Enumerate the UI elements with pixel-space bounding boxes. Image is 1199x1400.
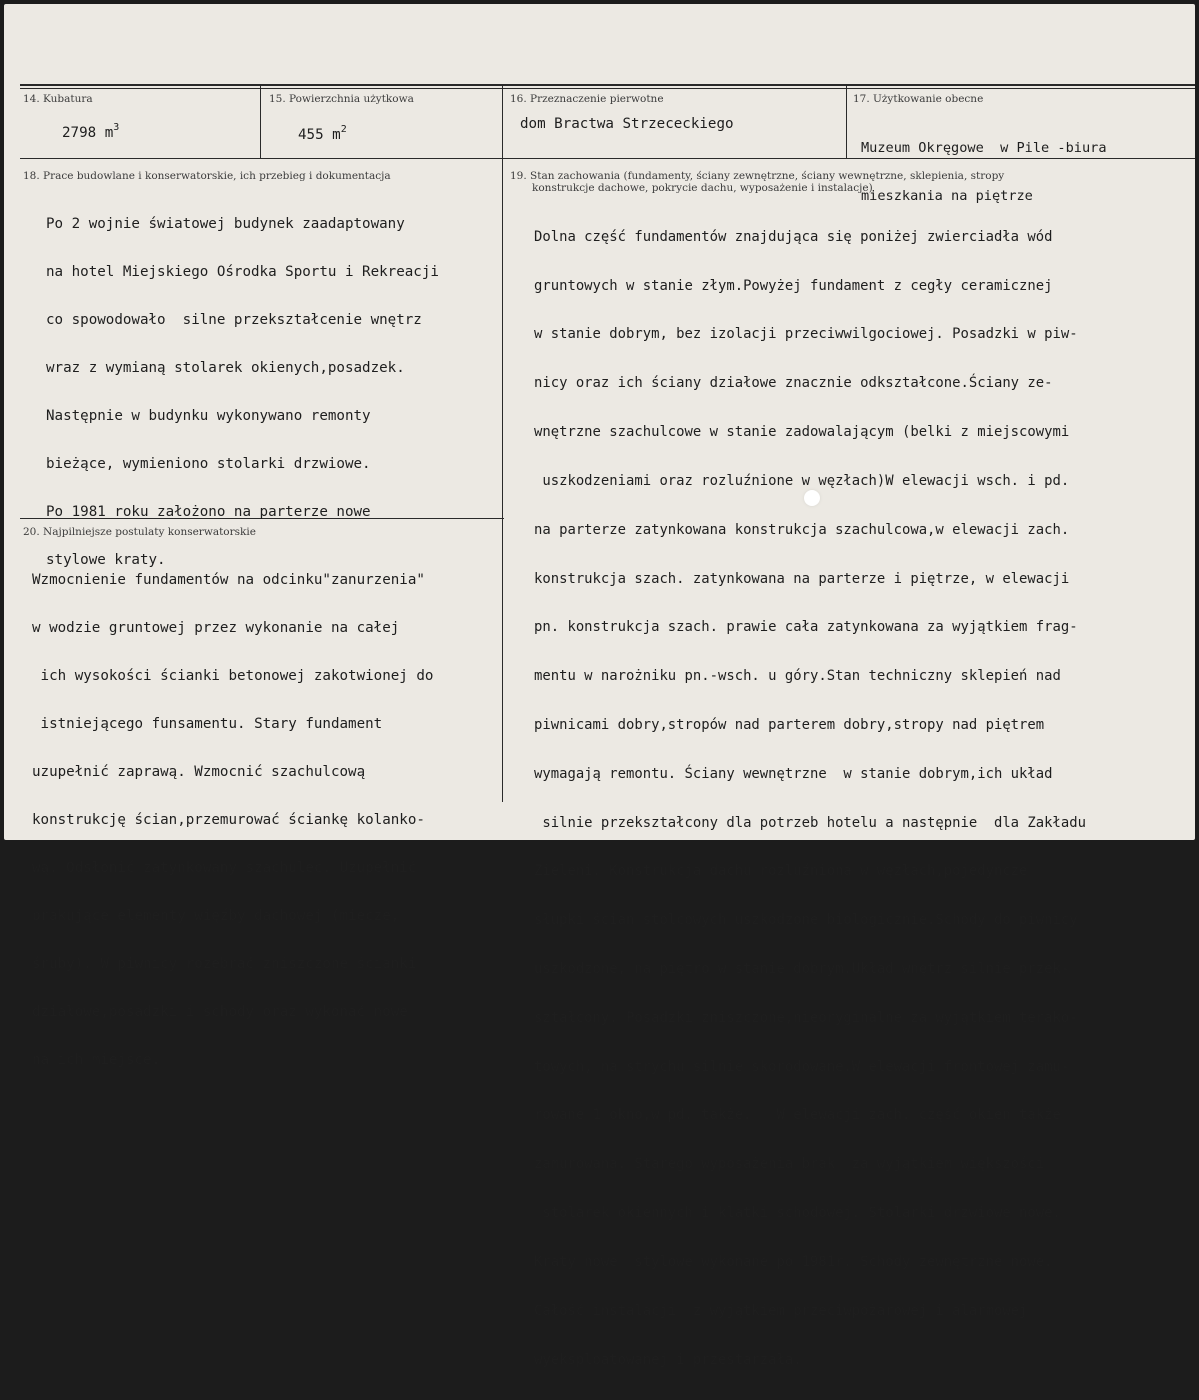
field-18-line: bieżące, wymieniono stolarki drzwiowe.	[46, 456, 371, 472]
field-19-line: piwnicami dobry,stropów nad parterem dobry,stropy nad piętrem	[534, 716, 1045, 733]
field-16-value: dom Bractwa Strzececkiego	[520, 116, 734, 132]
field-18-line: wraz z wymianą stolarek okienych,posadzek.	[46, 360, 405, 376]
vrule-16-17	[846, 86, 847, 158]
field-18-line: co spowodowało silne przekształcenie wnętrz	[46, 312, 422, 328]
field-18-line: na hotel Miejskiego Ośrodka Sportu i Rekreacji	[46, 264, 439, 280]
field-19-label-line1: 19. Stan zachowania (fundamenty, ściany zewnętrzne, ściany wewnętrzne, sklepienia, stropy	[510, 170, 1005, 182]
field-17-line: Muzeum Okręgowe w Pile -biura	[861, 140, 1107, 156]
top-double-rule-a	[20, 84, 1195, 86]
punch-hole	[804, 490, 820, 506]
field-19-line: Zieleni. Konstrukcja dachu rozluźniona w węzłach,pojedyncze	[534, 863, 1028, 880]
field-19-line: Kraty nowe stylowe wykonane po 1981r. Schody zewnętrzne nowe.	[534, 1253, 1053, 1270]
vrule-14-15	[260, 86, 261, 158]
top-double-rule-b	[20, 88, 1195, 89]
field-19-line: pn. konstrukcja szach. prawie cała zatynkowana za wyjątkiem frag-	[534, 619, 1078, 636]
field-18-line: Następnie w budynku wykonywano remonty	[46, 408, 371, 424]
field-17-line: mieszkania na piętrze	[861, 188, 1033, 204]
field-17-label: 17. Użytkowanie obecne	[853, 93, 984, 105]
field-14-exponent: 3	[113, 122, 120, 133]
field-19-line: gruntowych w stanie złym.Powyżej fundament z cegły ceramicznej	[534, 277, 1053, 294]
field-20-line: na ich miejsce.	[32, 1052, 161, 1068]
field-20-text	[32, 540, 433, 1100]
field-20-line: uzupełnić zaprawą. Wzmocnić szachulcową	[32, 764, 366, 780]
field-19-line: uszkodzeniami oraz rozluźnione w węzłach)W elewacji wsch. i pd.	[534, 472, 1070, 489]
field-20-line: ich wysokości ścianki betonowej zakotwionej do	[32, 668, 434, 684]
field-19-text	[534, 196, 1086, 1400]
field-18-line: Po 2 wojnie światowej budynek zaadaptowany	[46, 216, 405, 232]
field-19-line: słupki ścian stolcowych uszkodzone biologicznie.Schody do piwnicy	[534, 912, 1078, 929]
field-19-line: towych, na strychu silnie skorodowane.W elewacji frontowej zamu-	[534, 1058, 1070, 1075]
field-14-number: 2798 m	[62, 125, 114, 141]
field-19-label-line2: konstrukcje dachowe, pokrycie dachu, wyposażenie i instalacje)	[532, 182, 873, 194]
field-19-line: w stanie dobrym, bez izolacji przeciwwilgociowej. Posadzki w piw-	[534, 326, 1078, 343]
field-19-line: Całość instalacji z wyjątkiem przeciwpożarowej i alarmowej	[534, 1302, 1028, 1319]
field-20-line: brakujące elementy więźby dachowej (miecze,	[32, 908, 400, 924]
record-card	[4, 4, 1195, 1368]
field-19-line: konstrukcja szach. zatynkowana na parterze i piętrze, w elewacji	[534, 570, 1070, 587]
field-18-label: 18. Prace budowlane i konserwatorskie, ich przebieg i dokumentacja	[23, 170, 391, 182]
vrule-center	[502, 86, 503, 802]
field-19-line: wymagają remontu. Ściany wewnętrzne w stanie dobrym,ich układ	[534, 765, 1053, 782]
field-19-line: uszkodzone, na piętro w stanie dobrym.Układ wnętrz silnie przek-	[534, 961, 1070, 977]
field-19-line: silnie przekształcony dla potrzeb hotelu a następnie dla Zakładu	[534, 814, 1086, 831]
field-19-line: wnętrzne szachulcowe w stanie zadowalającym (belki z miejscowymi	[534, 424, 1070, 441]
field-18-line: stylowe kraty.	[46, 552, 166, 568]
field-14-value	[62, 120, 119, 141]
field-15-number: 455 m	[298, 127, 341, 143]
field-20-line: Wzmocnienie fundamentów na odcinku"zanurzenia"	[32, 572, 425, 588]
field-14-label: 14. Kubatura	[23, 93, 93, 105]
field-19-line: ształcony. Posadzki zniszczone,nieoryginalne za wyjątkiem terako-	[534, 1009, 1078, 1026]
field-20-line: w wodzie gruntowej przez wykonanie na całej	[32, 620, 400, 636]
field-15-label: 15. Powierzchnia użytkowa	[269, 93, 414, 105]
field-15-exponent: 2	[340, 124, 347, 135]
field-19-line: rowane 1 okno,w pd. także. W elewacji zach. część okien także	[534, 1107, 1061, 1124]
field-20-line: działowe,posadzki i schody oraz wykonać nowe	[32, 1004, 408, 1020]
field-19-line: zamurowana. Starego wyposażenia brak za wyjątkiem większości	[534, 1156, 1045, 1173]
field-20-line: śruby). W piwnicy rozebrać zniszczone ścianki	[32, 956, 417, 972]
field-19-line: wyeksploatowanej i przestarzała.	[534, 1351, 802, 1368]
field-20-line: istniejącego funsamentu. Stary fundament	[32, 716, 383, 732]
field-20-line: konstrukcję ścian,przemurować ściankę kolanko-	[32, 812, 425, 828]
field-19-line: Dolna część fundamentów znajdująca się poniżej zwierciadła wód	[534, 228, 1053, 245]
field-20-line: wą. Odsłonić zatynkowany szachulec. Uzupełnić	[32, 860, 417, 876]
field-19-line: stolarek okiennych i klatki schodowej. Stolarki drzwiowe nowe.	[534, 1205, 1061, 1222]
field-15-value	[298, 122, 347, 143]
field-18-line: Po 1981 roku założono na parterze nowe	[46, 504, 371, 520]
field-20-label: 20. Najpilniejsze postulaty konserwatorskie	[23, 526, 256, 538]
field-19-line: nicy oraz ich ściany działowe znacznie odkształcone.Ściany ze-	[534, 375, 1053, 392]
field-16-label: 16. Przeznaczenie pierwotne	[510, 93, 664, 105]
field-19-line: na parterze zatynkowana konstrukcja szachulcowa,w elewacji zach.	[534, 521, 1070, 538]
field-19-line: mentu w narożniku pn.-wsch. u góry.Stan techniczny sklepień nad	[534, 668, 1061, 685]
